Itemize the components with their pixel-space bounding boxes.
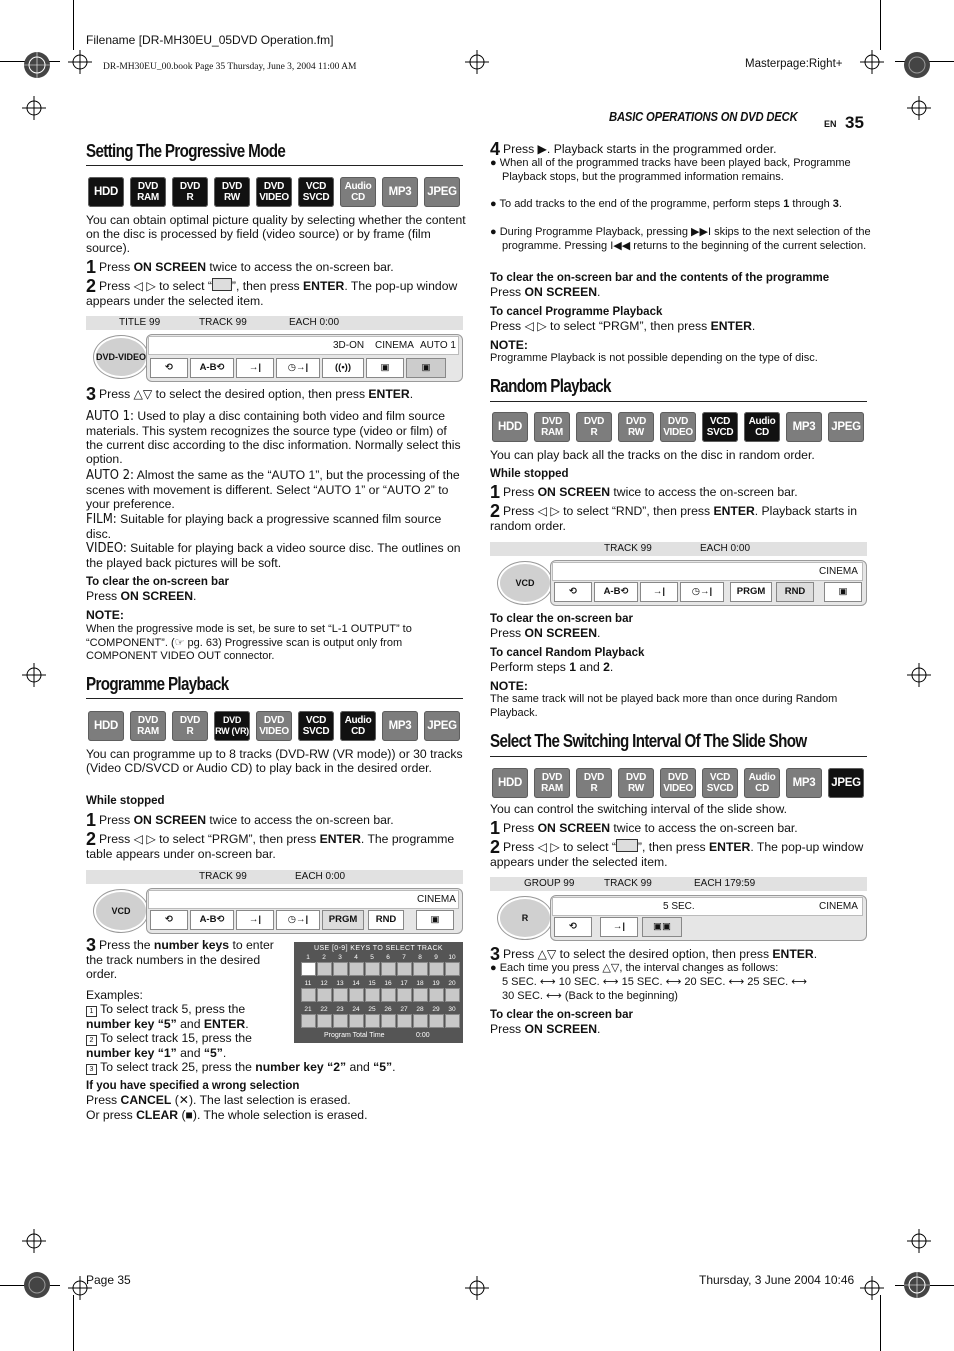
book-info: DR-MH30EU_00.book Page 35 Thursday, June 3, 2004 11:00 AM (103, 62, 357, 72)
track-slot[interactable] (413, 1014, 428, 1028)
registration-mark-icon (22, 1270, 52, 1300)
progressive-mode-icon: ▣ (416, 910, 454, 930)
wrong-selection-2: Or press CLEAR (■). The whole selection is erased. (86, 1108, 368, 1122)
disc-icon: DVD-VIDEO (94, 336, 148, 378)
disc-icon: VCD (498, 562, 552, 604)
option-video: VIDEO: Suitable for playing back a video source disc. The outlines on the played back pictures will be soft. (86, 541, 461, 570)
track-number: 17 (400, 980, 408, 987)
track-number: 8 (418, 954, 422, 961)
track-slot[interactable] (413, 988, 428, 1002)
track-slot[interactable] (333, 988, 348, 1002)
option-film: FILM: Suitable for playing back a progressive scanned film source disc. (86, 512, 442, 541)
audio-icon: ((•)) (322, 358, 364, 378)
track-slot[interactable] (349, 988, 364, 1002)
osd-random: TRACK 99 EACH 0:00 VCD CINEMA ⟲ A-B⟲ →| ◷→| PRGM RND ▣ (490, 542, 867, 606)
track-slot[interactable] (397, 988, 412, 1002)
progressive-step-1: 1 Press ON SCREEN twice to access the on-screen bar. (86, 257, 394, 277)
track-number: 5 (370, 954, 374, 961)
slideshow-interval-sequence: 5 SEC. ⟷ 10 SEC. ⟷ 15 SEC. ⟷ 20 SEC. ⟷ 25 SEC. ⟷ (502, 976, 808, 988)
slideshow-step-3: 3 Press △▽ to select the desired option, then press ENTER. (490, 944, 818, 964)
programme-step-1: 1 Press ON SCREEN twice to access the on-screen bar. (86, 810, 394, 830)
example-2: 2 To select track 15, press the number key “1” and “5”. (86, 1031, 252, 1060)
slideshow-step-2: 2 Press ◁ ▷ to select “ ”, then press ENTER. The pop-up window appears under the selected item. (490, 837, 864, 869)
programme-intro: You can programme up to 8 tracks (DVD-RW (VR mode)) or 30 tracks (Video CD/SVCD or Audio CD) to play back in the desired order. (86, 747, 463, 775)
registration-mark-icon (902, 50, 932, 80)
programme-bullet-3: ● During Programme Playback, pressing ▶▶I skips to the next selection of the programme. Pressing I◀◀ returns to the beginning of the current selection. (490, 226, 871, 252)
time-search-icon: ◷→| (680, 582, 724, 602)
track-number: 26 (384, 1006, 392, 1013)
slideshow-interval-icon: ▣▣ (642, 917, 682, 937)
track-slot[interactable] (333, 1014, 348, 1028)
crosshair-icon (22, 96, 46, 120)
wrong-selection-heading: If you have specified a wrong selection (86, 1080, 300, 1092)
badge-jpeg: JPEG (828, 412, 864, 442)
slideshow-interval-sequence-end: 30 SEC. ⟷ (Back to the beginning) (502, 990, 678, 1002)
badge-dvd-video: DVD VIDEO (660, 412, 696, 442)
programme-clear-text: Press ON SCREEN. (490, 285, 601, 299)
badge-dvd-video: DVD VIDEO (256, 711, 292, 741)
random-step-2: 2 Press ◁ ▷ to select “RND”, then press ENTER. Playback starts in random order. (490, 501, 858, 533)
slideshow-clear-text: Press ON SCREEN. (490, 1022, 601, 1036)
track-number: 23 (336, 1006, 344, 1013)
random-step-1: 1 Press ON SCREEN twice to access the on-screen bar. (490, 482, 798, 502)
track-slot[interactable] (397, 962, 412, 976)
osd-progressive: TITLE 99 TRACK 99 EACH 0:00 DVD-VIDEO 3D-ON CINEMA AUTO 1 ⟲ A-B⟲ →| ◷→| ((•)) ▣ ▣ (86, 316, 463, 384)
crosshair-icon (860, 1276, 884, 1300)
badge-dvd-ram: DVD RAM (130, 711, 166, 741)
programme-note-text: Programme Playback is not possible depending on the type of disc. (490, 352, 818, 364)
track-slot[interactable] (301, 988, 316, 1002)
track-number: 25 (368, 1006, 376, 1013)
slideshow-bullet: ● Each time you press △▽, the interval changes as follows: (490, 962, 779, 974)
osd-slideshow: GROUP 99 TRACK 99 EACH 179:59 R 5 SEC. CINEMA ⟲ →| ▣▣ (490, 877, 867, 941)
while-stopped: While stopped (86, 795, 165, 807)
crosshair-icon (68, 50, 92, 74)
disc-badges-programme (88, 711, 460, 741)
skip-icon: →| (236, 910, 274, 930)
track-number: 4 (354, 954, 358, 961)
track-slot[interactable] (317, 988, 332, 1002)
wrong-selection-1: Press CANCEL (✕). The last selection is erased. (86, 1093, 351, 1107)
crosshair-icon (22, 663, 46, 687)
track-slot[interactable] (349, 962, 364, 976)
crosshair-icon (465, 50, 489, 74)
masterpage-label: Masterpage:Right+ (745, 58, 843, 70)
repeat-icon: ⟲ (554, 917, 592, 937)
osd-programme: TRACK 99 EACH 0:00 VCD CINEMA ⟲ A-B⟲ →| ◷→| PRGM RND ▣ (86, 870, 463, 934)
random-clear-heading: To clear the on-screen bar (490, 613, 633, 625)
crosshair-icon (860, 50, 884, 74)
repeat-icon: ⟲ (554, 582, 592, 602)
badge-dvd-r: DVD R (576, 768, 612, 798)
track-number: 20 (448, 980, 456, 987)
track-number: 7 (402, 954, 406, 961)
badge-dvd-r: DVD R (172, 177, 208, 207)
badge-audio-cd: Audio CD (744, 412, 780, 442)
disc-icon: VCD (94, 890, 148, 932)
badge-dvd-rw: DVD RW (618, 768, 654, 798)
badge-dvd-r: DVD R (172, 711, 208, 741)
track-number: 18 (416, 980, 424, 987)
track-number: 2 (322, 954, 326, 961)
example-1: 1 To select track 5, press the number key “5” and ENTER. (86, 1002, 249, 1031)
track-slot[interactable] (349, 1014, 364, 1028)
badge-vcd-svcd: VCD SVCD (298, 711, 334, 741)
page-number: 35 (845, 113, 864, 132)
clear-text: Press ON SCREEN. (86, 589, 197, 603)
random-intro: You can play back all the tracks on the disc in random order. (490, 448, 815, 462)
track-slot[interactable] (429, 988, 444, 1002)
track-number: 28 (416, 1006, 424, 1013)
crosshair-icon (907, 663, 931, 687)
section-title-random: Random Playback (490, 375, 611, 396)
track-slot[interactable] (429, 962, 444, 976)
badge-audio-cd: Audio CD (744, 768, 780, 798)
random-cancel-heading: To cancel Random Playback (490, 647, 645, 659)
badge-hdd: HDD (88, 177, 124, 207)
skip-icon: →| (236, 358, 274, 378)
track-number: 22 (320, 1006, 328, 1013)
badge-jpeg: JPEG (828, 768, 864, 798)
programme-step-2: 2 Press ◁ ▷ to select “PRGM”, then press ENTER. The programme table appears under on-screen bar. (86, 829, 455, 861)
programme-table: USE [0-9] KEYS TO SELECT TRACK 1 2 3 4 5 6 7 8 9 10 11 12 13 14 15 16 17 18 19 20 21 22 23 24 25 26 27 28 29 30 Program Total Time 0:00 (294, 942, 463, 1043)
programme-note-heading: NOTE: (490, 338, 528, 352)
time-search-icon: ◷→| (276, 358, 320, 378)
track-number: 24 (352, 1006, 360, 1013)
track-slot[interactable] (333, 962, 348, 976)
progressive-mode-icon: ▣ (824, 582, 862, 602)
track-number: 14 (352, 980, 360, 987)
badge-dvd-ram: DVD RAM (534, 768, 570, 798)
badge-dvd-rw: DVD RW (618, 412, 654, 442)
badge-dvd-video: DVD VIDEO (660, 768, 696, 798)
examples-label: Examples: (86, 988, 143, 1002)
rnd-button: RND (776, 582, 814, 602)
track-slot[interactable] (365, 962, 380, 976)
prgm-button: PRGM (322, 910, 364, 930)
track-slot[interactable] (397, 1014, 412, 1028)
track-number: 30 (448, 1006, 456, 1013)
programme-clear-heading: To clear the on-screen bar and the contents of the programme (490, 272, 830, 284)
badge-mp3: MP3 (786, 412, 822, 442)
option-auto1: AUTO 1: Used to play a disc containing both video and film source materials. This system recognizes the source type (video or film) of the current disc according to the disc information. Normally select this option. (86, 409, 461, 466)
clear-heading: To clear the on-screen bar (86, 576, 229, 588)
track-number: 19 (432, 980, 440, 987)
crosshair-icon (465, 1276, 489, 1300)
badge-audio-cd: Audio CD (340, 711, 376, 741)
badge-dvd-ram: DVD RAM (534, 412, 570, 442)
track-number: 1 (306, 954, 310, 961)
filename-label: Filename [DR-MH30EU_05DVD Operation.fm] (86, 33, 334, 47)
badge-dvd-rw-vr: DVD RW (VR) (214, 711, 250, 741)
ab-repeat-icon: A-B⟲ (190, 358, 234, 378)
track-number: 29 (432, 1006, 440, 1013)
badge-jpeg: JPEG (424, 177, 460, 207)
ab-repeat-icon: A-B⟲ (594, 582, 638, 602)
crosshair-icon (907, 1229, 931, 1253)
slideshow-icon (616, 839, 638, 852)
crosshair-icon (22, 1229, 46, 1253)
track-slot[interactable] (445, 988, 460, 1002)
progressive-step-2: 2 Press ◁ ▷ to select “ ”, then press ENTER. The pop-up window appears under the selected item. (86, 276, 458, 308)
slideshow-intro: You can control the switching interval of the slide show. (490, 802, 787, 816)
badge-dvd-rw: DVD RW (214, 177, 250, 207)
badge-vcd-svcd: VCD SVCD (702, 768, 738, 798)
random-while-stopped: While stopped (490, 468, 569, 480)
badge-mp3: MP3 (382, 711, 418, 741)
crosshair-icon (907, 96, 931, 120)
disc-badges-progressive (88, 177, 460, 207)
example-3: 3 To select track 25, press the number key “2” and “5”. (86, 1060, 466, 1075)
skip-icon: →| (600, 917, 638, 937)
ab-repeat-icon: A-B⟲ (190, 910, 234, 930)
language-tag: EN (824, 119, 837, 129)
footer-page: Page 35 (86, 1273, 131, 1287)
repeat-icon: ⟲ (150, 358, 188, 378)
disc-badges-slideshow (492, 768, 864, 798)
track-slot[interactable] (381, 962, 396, 976)
track-number: 12 (320, 980, 328, 987)
track-number: 10 (448, 954, 456, 961)
repeat-icon: ⟲ (150, 910, 188, 930)
track-slot[interactable] (445, 962, 460, 976)
track-slot[interactable] (429, 1014, 444, 1028)
section-header: BASIC OPERATIONS ON DVD DECK (609, 110, 798, 124)
note-heading: NOTE: (86, 608, 124, 622)
programme-cancel-text: Press ◁ ▷ to select “PRGM”, then press ENTER. (490, 319, 756, 333)
track-slot[interactable] (413, 962, 428, 976)
track-slot[interactable] (301, 962, 316, 976)
programme-step-4: 4 Press ▶. Playback starts in the programmed order. (490, 139, 777, 159)
progressive-icon (212, 278, 232, 291)
track-number: 6 (386, 954, 390, 961)
track-number: 11 (304, 980, 312, 987)
prgm-button: PRGM (730, 582, 772, 602)
section-title-programme: Programme Playback (86, 673, 229, 694)
programme-cancel-heading: To cancel Programme Playback (490, 306, 663, 318)
random-clear-text: Press ON SCREEN. (490, 626, 601, 640)
track-slot[interactable] (445, 1014, 460, 1028)
badge-dvd-ram: DVD RAM (130, 177, 166, 207)
track-slot[interactable] (381, 1014, 396, 1028)
track-number: 27 (400, 1006, 408, 1013)
track-number: 16 (384, 980, 392, 987)
badge-hdd: HDD (492, 768, 528, 798)
badge-dvd-video: DVD VIDEO (256, 177, 292, 207)
badge-hdd: HDD (492, 412, 528, 442)
slideshow-step-1: 1 Press ON SCREEN twice to access the on-screen bar. (490, 818, 798, 838)
progressive-intro: You can obtain optimal picture quality by selecting whether the content on the disc is processed by field (video source) or by frame (film source). (86, 213, 466, 255)
track-number: 3 (338, 954, 342, 961)
track-slot[interactable] (381, 988, 396, 1002)
badge-vcd-svcd: VCD SVCD (298, 177, 334, 207)
badge-mp3: MP3 (382, 177, 418, 207)
track-number: 21 (304, 1006, 312, 1013)
random-note-text: The same track will not be played back more than once during Random Playback. (490, 693, 838, 719)
badge-mp3: MP3 (786, 768, 822, 798)
random-cancel-text: Perform steps 1 and 2. (490, 660, 614, 674)
programme-bullet-2: ● To add tracks to the end of the programme, perform steps 1 through 3. (490, 198, 842, 210)
progressive-mode-icon: ▣ (406, 358, 446, 378)
track-slot[interactable] (317, 962, 332, 976)
track-number: 13 (336, 980, 344, 987)
disc-badges-random (492, 412, 864, 442)
badge-dvd-r: DVD R (576, 412, 612, 442)
skip-icon: →| (640, 582, 678, 602)
option-auto2: AUTO 2: Almost the same as the “AUTO 1”, but the processing of the scenes with movement is different. Select “AUTO 1” or “AUTO 2” to your preference. (86, 468, 460, 511)
time-search-icon: ◷→| (276, 910, 320, 930)
track-number: 15 (368, 980, 376, 987)
section-title-slideshow: Select The Switching Interval Of The Slide Show (490, 730, 807, 751)
track-number: 9 (434, 954, 438, 961)
track-slot[interactable] (365, 988, 380, 1002)
registration-mark-icon (22, 50, 52, 80)
registration-mark-icon (902, 1270, 932, 1300)
footer-date: Thursday, 3 June 2004 10:46 (699, 1273, 855, 1287)
note-text: When the progressive mode is set, be sure to set “L-1 OUTPUT” to “COMPONENT”. (☞ pg. 63) Progressive scan is output only from COMPONENT VIDEO OUT connector. (86, 623, 412, 662)
progressive-step-3: 3 Press △▽ to select the desired option, then press ENTER. (86, 384, 414, 404)
track-slot[interactable] (301, 1014, 316, 1028)
programme-step-3: 3 Press the number keys to enter the track numbers in the desired order. (86, 935, 274, 981)
section-title-progressive: Setting The Progressive Mode (86, 140, 286, 161)
badge-vcd-svcd: VCD SVCD (702, 412, 738, 442)
badge-hdd: HDD (88, 711, 124, 741)
badge-jpeg: JPEG (424, 711, 460, 741)
disc-icon: R (498, 897, 552, 939)
random-note-heading: NOTE: (490, 679, 528, 693)
track-slot[interactable] (317, 1014, 332, 1028)
badge-audio-cd: Audio CD (340, 177, 376, 207)
slideshow-clear-heading: To clear the on-screen bar (490, 1009, 633, 1021)
track-slot[interactable] (365, 1014, 380, 1028)
subtitle-icon: ▣ (366, 358, 404, 378)
programme-bullet-1: ● When all of the programmed tracks have been played back, Programme Playback stops, but the programmed information remains. (490, 157, 851, 183)
rnd-button: RND (368, 910, 404, 930)
